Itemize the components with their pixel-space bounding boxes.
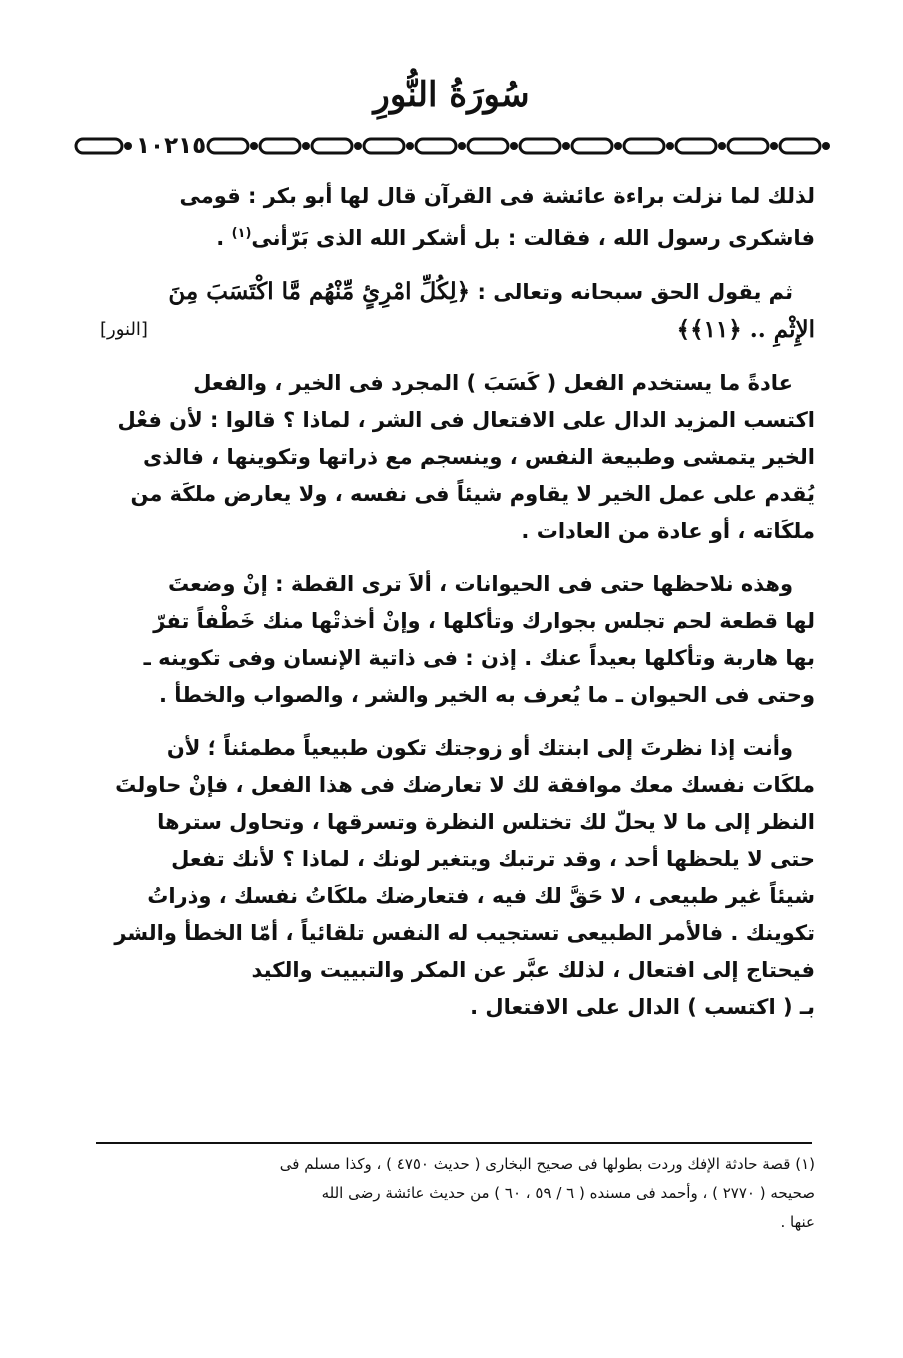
chain-bead [406, 142, 414, 150]
line: لذلك لما نزلت براءة عائشة فى القرآن قال لها أبو بكر : قومى [179, 184, 815, 208]
line: حتى لا يلحظها أحد ، وقد ترتبك ويتغير لونك ، لماذا ؟ لأنك تفعل [171, 847, 815, 871]
footnote-line: عنها . [780, 1213, 815, 1231]
line: النظر إلى ما لا يحلّ لك تختلس النظرة وتسرقها ، وتحاول سترها [157, 810, 815, 834]
chain-link [208, 139, 248, 153]
chain-bead [614, 142, 622, 150]
chain-bead [124, 142, 132, 150]
header-band [70, 128, 840, 164]
paragraph-4 [100, 566, 815, 714]
chain-bead [562, 142, 570, 150]
chain-link [364, 139, 404, 153]
line: شيئاً غير طبيعى ، لا حَقَّ لك فيه ، فتعارضك ملكَاتُ نفسك ، وذراتُ [147, 884, 815, 908]
line: وأنت إذا نظرتَ إلى ابنتك أو زوجتك تكون طبيعياً مطمئناً ؛ لأن [166, 736, 793, 760]
chain-link [676, 139, 716, 153]
line: يُقدم على عمل الخير لا يقاوم شيئاً فى نفسه ، ولا يعارض ملكَة من [130, 482, 815, 506]
chain-link [520, 139, 560, 153]
footnote-line: صحيحه ( ٢٧٧٠ ) ، وأحمد فى مسنده ( ٦ / ٥٩ ، ٦٠ ) من حديث عائشة رضى الله [321, 1184, 815, 1202]
chain-link [312, 139, 352, 153]
surah-title: سُورَةُ النُّورِ [373, 75, 530, 115]
chain-link [468, 139, 508, 153]
chain-link [728, 139, 768, 153]
chain-bead [302, 142, 310, 150]
footnote-divider [96, 1142, 812, 1144]
footnote-line: (١) قصة حادثة الإفك وردت بطولها فى صحيح البخارى ( حديث ٤٧٥٠ ) ، وكذا مسلم فى [279, 1155, 815, 1173]
chain-bead [458, 142, 466, 150]
paragraph-1 [100, 178, 815, 257]
paragraph-2 [100, 273, 815, 349]
line: عادةً ما يستخدم الفعل ( كَسَبَ ) المجرد فى الخير ، والفعل [193, 371, 793, 395]
chain-bead [718, 142, 726, 150]
chain-bead [666, 142, 674, 150]
line-text: فاشكرى رسول الله ، فقالت : بل أشكر الله الذى بَرّأنى [251, 226, 815, 250]
footnotes [100, 1150, 815, 1237]
chain-bead [822, 142, 830, 150]
line: وهذه نلاحظها حتى فى الحيوانات ، ألاَ ترى القطة : إنْ وضعتَ [167, 572, 793, 596]
line: فيحتاج إلى افتعال ، لذلك عبَّر عن المكر والتبييت والكيد [251, 958, 815, 982]
chain-link [416, 139, 456, 153]
line: ملكَاته ، أو عادة من العادات . [521, 519, 815, 543]
line: ملكَات نفسك معك موافقة لك لا تعارضك فى هذا الفعل ، فإنْ حاولتَ [115, 773, 815, 797]
line [100, 215, 815, 257]
paragraph-5 [100, 730, 815, 1026]
page-number: ١٠٢١٥ [136, 133, 207, 159]
intro-text: ثم يقول الحق سبحانه وتعالى : [470, 280, 793, 304]
line: وحتى فى الحيوان ـ ما يُعرف به الخير والشر ، والصواب والخطأ . [159, 683, 815, 707]
quran-verse-end: الإِثْمِ .. ﴿١١﴾﴾ [676, 316, 815, 343]
line: بـ ( اكتسب ) الدال على الافتعال . [470, 995, 815, 1019]
line-end: . [216, 226, 232, 250]
chain-link [624, 139, 664, 153]
chain-link [76, 139, 122, 153]
line: الخير يتمشى وطبيعة النفس ، وينسجم مع ذراتها وتكوينها ، فالذى [142, 445, 815, 469]
chain-link [260, 139, 300, 153]
line: لها قطعة لحم تجلس بجوارك وتأكلها ، وإنْ أخذتْها منك خَطْفاً تفرّ [153, 609, 815, 633]
chain-bead [354, 142, 362, 150]
line [100, 273, 815, 311]
line: بها هاربة وتأكلها بعيداً عنك . إذن : فى ذاتية الإنسان وفى تكوينه ـ [143, 646, 815, 670]
chain-link [572, 139, 612, 153]
verse-reference: [النور] [100, 319, 148, 340]
line: اكتسب المزيد الدال على الافتعال فى الشر ، لماذا ؟ قالوا : لأن فعْل [117, 408, 815, 432]
paragraph-3 [100, 365, 815, 550]
page-body [100, 178, 815, 1042]
line: تكوينك . فالأمر الطبيعى تستجيب له النفس تلقائياً ، أمّا الخطأ والشر [114, 921, 815, 945]
quran-verse: ﴿لِكُلِّ امْرِئٍ مِّنْهُم مَّا اكْتَسَبَ مِنَ [168, 278, 471, 305]
line [100, 311, 815, 349]
chain-bead [510, 142, 518, 150]
footnote-marker: (١) [231, 226, 252, 241]
chain-bead [770, 142, 778, 150]
chain-bead [250, 142, 258, 150]
chain-link [780, 139, 820, 153]
